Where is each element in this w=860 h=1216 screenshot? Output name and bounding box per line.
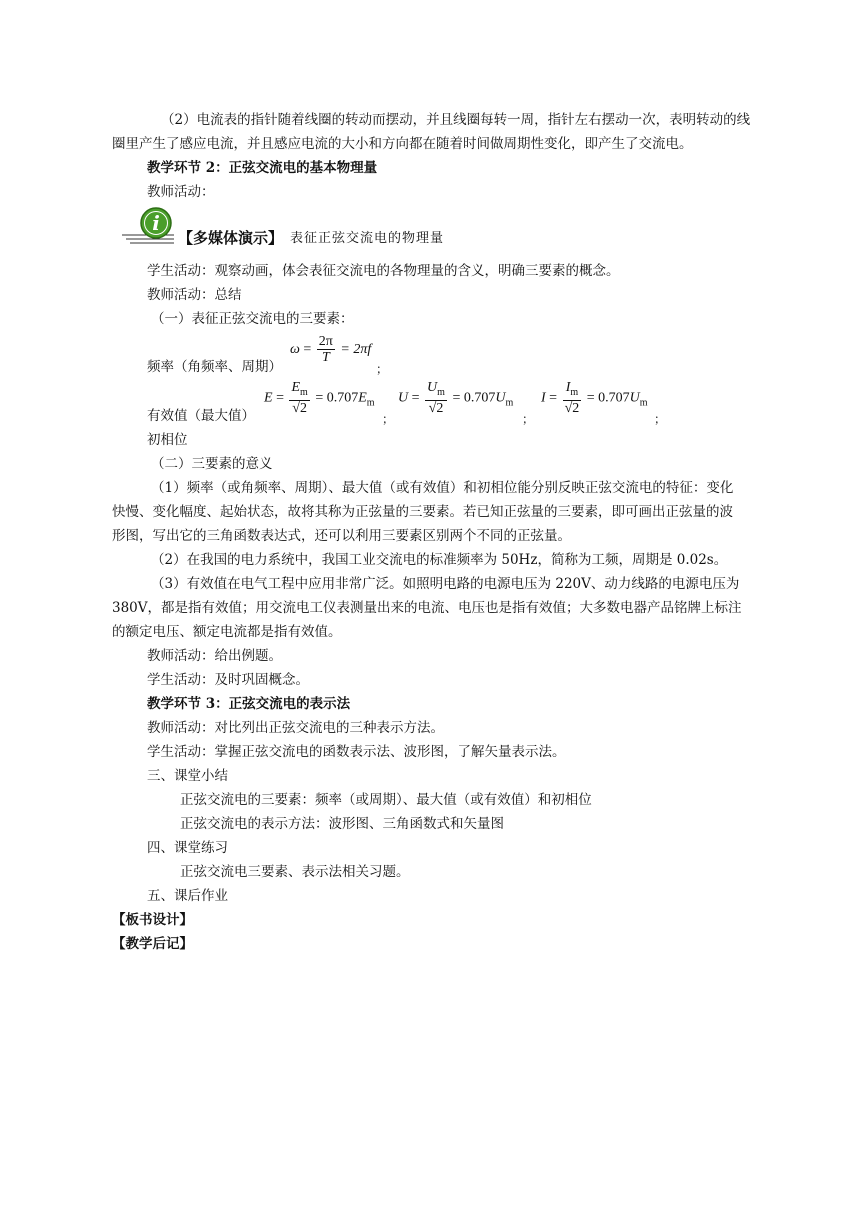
heading-practice: 四、课堂练习 (147, 840, 228, 856)
paragraph-line: （2）在我国的电力系统中，我国工业交流电的标准频率为 50Hz，简称为工频，周期是 0.02s。 (151, 552, 728, 568)
subsection-heading: （一）表征正弦交流电的三要素： (151, 311, 354, 327)
summary-line: 正弦交流电的三要素：频率（或周期）、最大值（或有效值）和初相位 (180, 792, 592, 808)
effective-value-label: 有效值（最大值） (147, 408, 255, 424)
summary-line: 正弦交流电的表示方法：波形图、三角函数式和矢量图 (180, 816, 504, 832)
paragraph-line: （3）有效值在电气工程中应用非常广泛。如照明电路的电源电压为 220V、动力线路的电源电压为 (151, 576, 740, 592)
frequency-label: 频率（角频率、周期） (147, 359, 282, 375)
separator: ； (522, 412, 535, 426)
student-activity: 学生活动：及时巩固概念。 (147, 672, 309, 688)
teacher-activity: 教师活动： (147, 184, 215, 200)
practice-line: 正弦交流电三要素、表示法相关习题。 (180, 864, 410, 880)
separator: ； (376, 362, 389, 376)
teacher-activity: 教师活动：对比列出正弦交流电的三种表示方法。 (147, 720, 444, 736)
separator: ； (654, 412, 667, 426)
student-activity: 学生活动：掌握正弦交流电的函数表示法、波形图，了解矢量表示法。 (147, 744, 566, 760)
paragraph-line: （1）频率（或角频率、周期）、最大值（或有效值）和初相位能分别反映正弦交流电的特征：变化 (151, 480, 734, 496)
paragraph-line: 380V，都是指有效值；用交流电工仪表测量出来的电流、电压也是指有效值；大多数电器产品铭牌上标注 (112, 600, 742, 616)
section-heading: 教学环节 2：正弦交流电的基本物理量 (147, 160, 378, 176)
multimedia-title: 【多媒体演示】 (178, 229, 284, 247)
effective-u-formula: U = $\frac{U_m}{√2}$ = $0.707U_m$ (398, 380, 514, 416)
board-design-heading: 【板书设计】 (112, 912, 193, 928)
effective-e-formula: E = $\frac{E_m}{√2}$ = $0.707E_m$ (264, 380, 375, 416)
student-activity: 学生活动：观察动画，体会表征交流电的各物理量的含义，明确三要素的概念。 (147, 263, 620, 279)
info-icon (118, 205, 178, 249)
heading-homework: 五、课后作业 (147, 888, 228, 904)
teaching-notes-heading: 【教学后记】 (112, 936, 193, 952)
frequency-formula: ω = $\frac{2\pi}{T}$ = 2πf (290, 334, 372, 365)
teacher-activity: 教师活动：给出例题。 (147, 648, 282, 664)
multimedia-banner (118, 205, 478, 249)
multimedia-subtitle: 表征正弦交流电的物理量 (290, 231, 445, 246)
paragraph-line: 形图，写出它的三角函数表达式，还可以利用三要素区别两个不同的正弦量。 (112, 528, 571, 544)
section-heading: 教学环节 3：正弦交流电的表示法 (147, 696, 351, 712)
paragraph-line: 圈里产生了感应电流，并且感应电流的大小和方向都在随着时间做周期性变化，即产生了交流电。 (112, 136, 693, 152)
subsection-heading: （二）三要素的意义 (151, 456, 273, 472)
heading-summary: 三、课堂小结 (147, 768, 228, 784)
paragraph-line: 的额定电压、额定电流都是指有效值。 (112, 624, 342, 640)
initial-phase-label: 初相位 (147, 432, 188, 448)
effective-i-formula: I = $\frac{I_m}{√2}$ = $0.707U_m$ (541, 380, 648, 416)
info-icon-letter: i (152, 211, 160, 235)
teacher-activity: 教师活动：总结 (147, 287, 242, 303)
paragraph-line: （2）电流表的指针随着线圈的转动而摆动，并且线圈每转一周，指针左右摆动一次，表明转动的线 (161, 112, 751, 128)
separator: ； (382, 412, 395, 426)
paragraph-line: 快慢、变化幅度、起始状态，故将其称为正弦量的三要素。若已知正弦量的三要素，即可画出正弦量的波 (112, 504, 733, 520)
